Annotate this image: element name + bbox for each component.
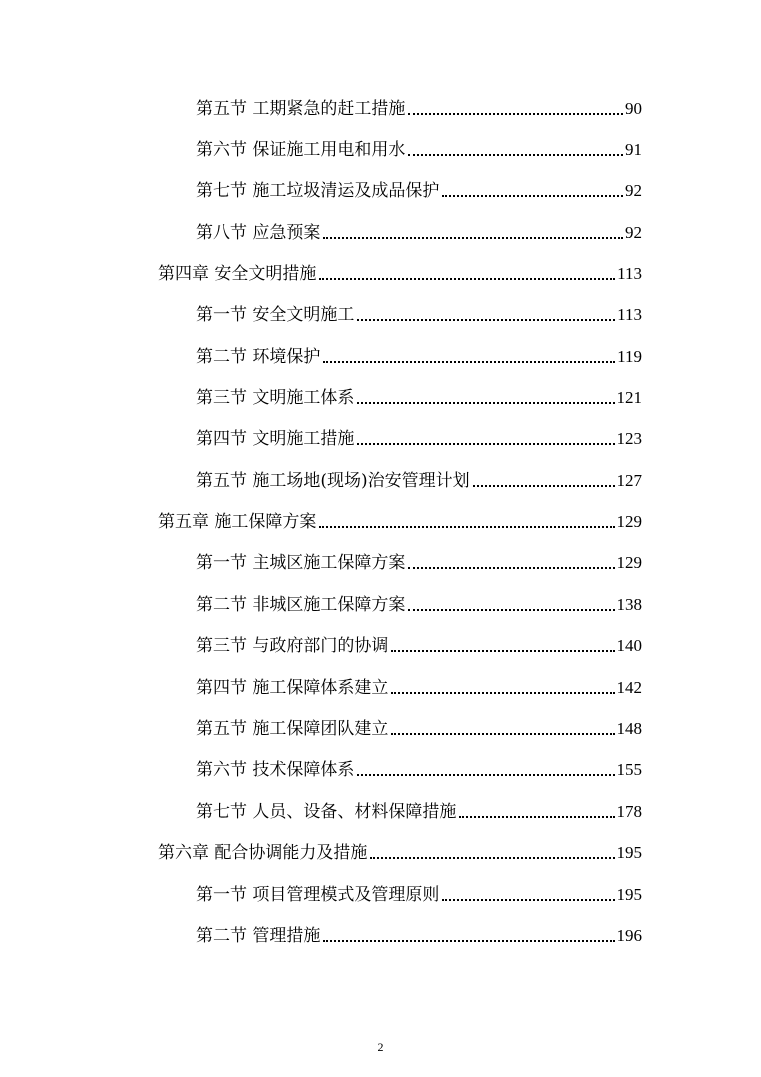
toc-dot-leader xyxy=(323,360,615,363)
toc-dot-leader xyxy=(357,318,615,321)
toc-entry-title: 第一节 项目管理模式及管理原则 xyxy=(196,885,440,905)
toc-entry-title: 第五章 施工保障方案 xyxy=(158,512,317,532)
toc-entry-title: 第四节 施工保障体系建立 xyxy=(196,678,389,698)
toc-entry[interactable] xyxy=(196,92,642,120)
toc-entry-title: 第三节 文明施工体系 xyxy=(196,388,355,408)
toc-chapter-entry[interactable] xyxy=(158,505,642,533)
toc-entry-page: 121 xyxy=(616,388,642,407)
toc-entry[interactable] xyxy=(196,546,642,574)
toc-entry-page: 92 xyxy=(625,181,642,200)
toc-dot-leader xyxy=(442,898,614,901)
toc-entry-page: 113 xyxy=(617,305,642,324)
toc-chapter-entry[interactable] xyxy=(158,836,642,864)
page-number: 2 xyxy=(377,1040,384,1054)
toc-entry[interactable] xyxy=(196,216,642,244)
toc-entry-page: 91 xyxy=(625,140,642,159)
toc-dot-leader xyxy=(391,649,614,652)
toc-entry[interactable] xyxy=(196,464,642,492)
toc-entry[interactable] xyxy=(196,422,642,450)
toc-dot-leader xyxy=(357,442,614,445)
toc-entry-page: 178 xyxy=(616,802,642,821)
toc-entry-title: 第一节 主城区施工保障方案 xyxy=(196,553,406,573)
toc-entry[interactable] xyxy=(196,588,642,616)
toc-entry[interactable] xyxy=(196,340,642,368)
toc-entry[interactable] xyxy=(196,712,642,740)
toc-entry-page: 148 xyxy=(616,719,642,738)
toc-dot-leader xyxy=(323,939,614,942)
toc-entry-title: 第五节 施工保障团队建立 xyxy=(196,719,389,739)
toc-dot-leader xyxy=(370,856,614,859)
toc-entry-title: 第一节 安全文明施工 xyxy=(196,305,355,325)
toc-dot-leader xyxy=(408,112,623,115)
toc-dot-leader xyxy=(442,194,623,197)
toc-entry-title: 第六章 配合协调能力及措施 xyxy=(158,843,368,863)
toc-entry-page: 138 xyxy=(616,595,642,614)
toc-entry[interactable] xyxy=(196,298,642,326)
toc-entry[interactable] xyxy=(196,753,642,781)
toc-entry[interactable] xyxy=(196,133,642,161)
toc-dot-leader xyxy=(357,401,614,404)
toc-dot-leader xyxy=(319,525,614,528)
toc-dot-leader xyxy=(408,608,614,611)
toc-dot-leader xyxy=(391,732,614,735)
toc-entry-title: 第二节 环境保护 xyxy=(196,347,321,367)
toc-dot-leader xyxy=(357,773,614,776)
toc-entry[interactable] xyxy=(196,878,642,906)
toc-entry-page: 155 xyxy=(616,760,642,779)
toc-entry-title: 第四节 文明施工措施 xyxy=(196,429,355,449)
toc-entry-title: 第七节 施工垃圾清运及成品保护 xyxy=(196,181,440,201)
toc-entry-page: 127 xyxy=(616,471,642,490)
toc-dot-leader xyxy=(391,691,614,694)
toc-entry[interactable] xyxy=(196,629,642,657)
toc-entry-title: 第六节 保证施工用电和用水 xyxy=(196,140,406,160)
toc-entry[interactable] xyxy=(196,919,642,947)
toc-entry[interactable] xyxy=(196,174,642,202)
toc-entry-page: 90 xyxy=(625,99,642,118)
toc-entry-title: 第五节 施工场地(现场)治安管理计划 xyxy=(196,471,470,491)
toc-dot-leader xyxy=(323,236,623,239)
toc-dot-leader xyxy=(408,153,623,156)
toc-entry-title: 第八节 应急预案 xyxy=(196,223,321,243)
toc-entry-page: 195 xyxy=(616,843,642,862)
toc-entry-page: 196 xyxy=(616,926,642,945)
toc-entry-title: 第二节 非城区施工保障方案 xyxy=(196,595,406,615)
toc-entry-page: 129 xyxy=(616,553,642,572)
toc-entry-title: 第六节 技术保障体系 xyxy=(196,760,355,780)
toc-entry-page: 195 xyxy=(616,885,642,904)
toc-entry[interactable] xyxy=(196,671,642,699)
toc-dot-leader xyxy=(319,277,615,280)
toc-dot-leader xyxy=(473,484,615,487)
toc-entry[interactable] xyxy=(196,795,642,823)
toc-entry-title: 第三节 与政府部门的协调 xyxy=(196,636,389,656)
toc-entry-page: 113 xyxy=(617,264,642,283)
toc-entry-page: 142 xyxy=(616,678,642,697)
toc-entry-title: 第二节 管理措施 xyxy=(196,926,321,946)
toc-entry-title: 第四章 安全文明措施 xyxy=(158,264,317,284)
toc-entry-page: 92 xyxy=(625,223,642,242)
toc-entry[interactable] xyxy=(196,381,642,409)
toc-entry-page: 123 xyxy=(616,429,642,448)
toc-dot-leader xyxy=(408,566,614,569)
toc-entry-title: 第五节 工期紧急的赶工措施 xyxy=(196,99,406,119)
toc-entry-page: 119 xyxy=(617,347,642,366)
toc-entry-title: 第七节 人员、设备、材料保障措施 xyxy=(196,802,457,822)
toc-entry-page: 129 xyxy=(616,512,642,531)
toc-chapter-entry[interactable] xyxy=(158,257,642,285)
toc-dot-leader xyxy=(459,815,614,818)
toc-entry-page: 140 xyxy=(616,636,642,655)
